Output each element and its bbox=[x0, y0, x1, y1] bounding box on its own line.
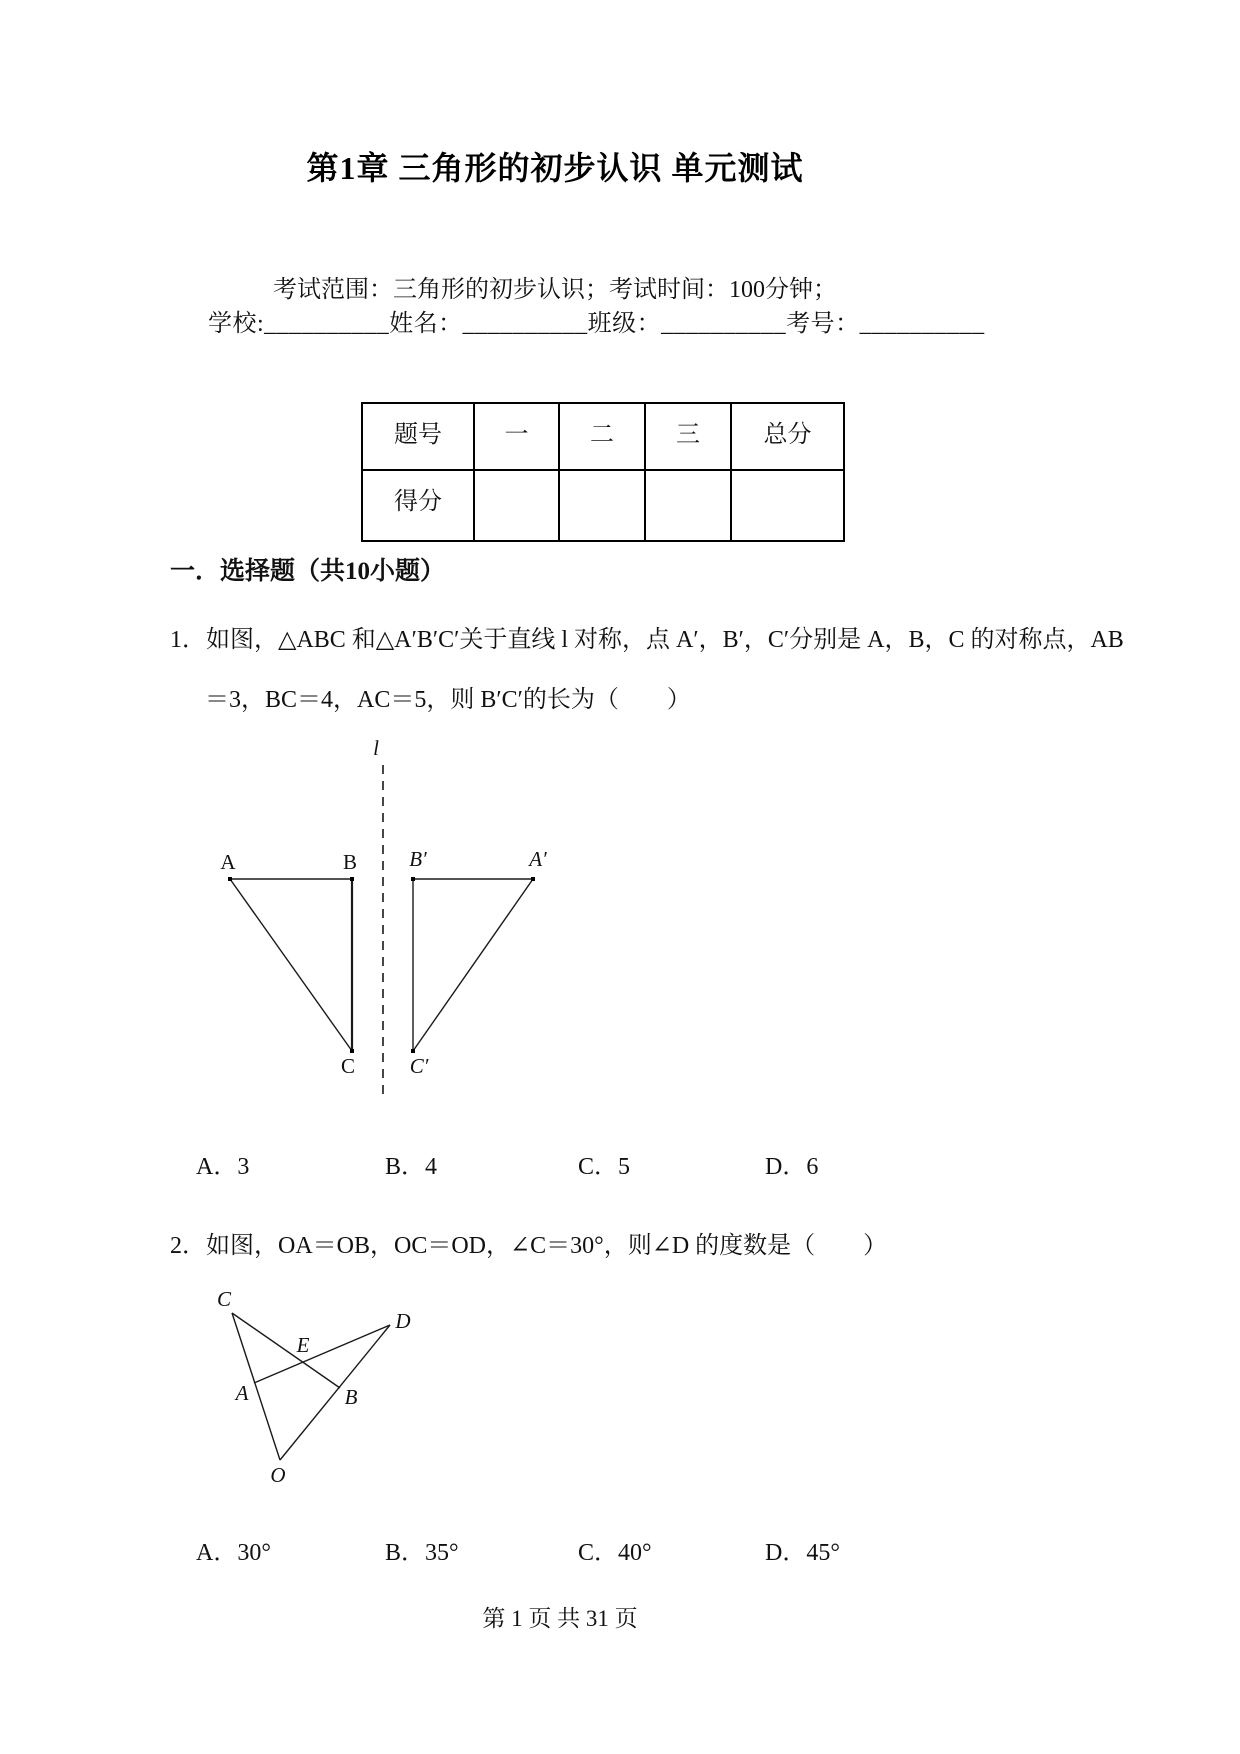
question-2-text: 2．如图，OA＝OB，OC＝OD，∠C＝30°，则∠D 的度数是（ ） bbox=[170, 1233, 888, 1259]
point-E-label: E bbox=[296, 1333, 310, 1357]
question-2-options bbox=[170, 1532, 1036, 1567]
vertex-A-label: A bbox=[220, 850, 236, 874]
option-c: C．5 bbox=[578, 1154, 631, 1180]
score-table-empty-cell bbox=[474, 470, 559, 541]
page-title: 第1章 三角形的初步认识 单元测试 bbox=[306, 150, 804, 186]
vertex-Ap-label: A′ bbox=[529, 847, 547, 871]
option-c: C．40° bbox=[578, 1540, 652, 1566]
score-table-header-cell: 三 bbox=[645, 403, 731, 470]
point-C-label: C bbox=[216, 1290, 232, 1311]
option-d: D．6 bbox=[765, 1154, 819, 1180]
option-b: B．4 bbox=[385, 1154, 438, 1180]
option-d: D．45° bbox=[765, 1540, 840, 1566]
segment-CB bbox=[232, 1313, 340, 1388]
vertex-Cp-marker bbox=[411, 1049, 415, 1053]
point-B-label: B bbox=[344, 1385, 358, 1409]
score-table-header-cell: 一 bbox=[474, 403, 559, 470]
table-row bbox=[362, 470, 844, 541]
vertex-A-marker bbox=[228, 877, 232, 881]
score-table-empty-cell bbox=[559, 470, 645, 541]
vertex-B-label: B bbox=[342, 850, 358, 874]
score-table-empty-cell bbox=[645, 470, 731, 541]
score-table-header-cell: 总分 bbox=[731, 403, 844, 470]
point-A-label: A bbox=[235, 1381, 249, 1405]
score-table bbox=[361, 402, 845, 542]
vertex-C-label: C bbox=[340, 1054, 356, 1078]
option-b: B．35° bbox=[385, 1540, 459, 1566]
vertex-Ap-marker bbox=[531, 877, 535, 881]
score-table-row-label: 得分 bbox=[362, 470, 474, 541]
student-info-line: 学校:__________姓名：__________班级：__________考号：__________ bbox=[208, 311, 985, 337]
question-1-text-line-1: 1．如图，△ABC 和△A′B′C′关于直线 l 对称，点 A′，B′，C′分别是 A，B，C 的对称点，AB bbox=[170, 627, 1124, 653]
score-table-header-cell: 二 bbox=[559, 403, 645, 470]
question-1-options bbox=[170, 1146, 1036, 1181]
question-1-text-line-2: ＝3，BC＝4，AC＝5，则 B′C′的长为（ ） bbox=[205, 687, 691, 713]
question-1-figure bbox=[190, 733, 570, 1108]
exam-scope-line: 考试范围：三角形的初步认识；考试时间：100分钟； bbox=[273, 277, 837, 303]
vertex-C-marker bbox=[350, 1049, 354, 1053]
option-a: A．30° bbox=[196, 1540, 271, 1566]
vertex-B-marker bbox=[350, 877, 354, 881]
vertex-Cp-label: C′ bbox=[409, 1054, 429, 1078]
question-2-figure bbox=[190, 1290, 440, 1490]
score-table-empty-cell bbox=[731, 470, 844, 541]
segment-ApCp bbox=[413, 879, 533, 1051]
segment-AD bbox=[254, 1325, 390, 1383]
point-D-label: D bbox=[395, 1309, 411, 1333]
point-O-label: O bbox=[270, 1463, 286, 1487]
segment-AC bbox=[230, 879, 352, 1051]
vertex-Bp-label: B′ bbox=[409, 847, 427, 871]
option-a: A．3 bbox=[196, 1154, 250, 1180]
section-heading-choice: 一．选择题（共10小题） bbox=[170, 558, 446, 585]
vertex-Bp-marker bbox=[411, 877, 415, 881]
score-table-header-cell: 题号 bbox=[362, 403, 474, 470]
table-row bbox=[362, 403, 844, 470]
page-number-footer: 第 1 页 共 31 页 bbox=[482, 1606, 638, 1631]
line-l-label: l bbox=[373, 736, 379, 760]
